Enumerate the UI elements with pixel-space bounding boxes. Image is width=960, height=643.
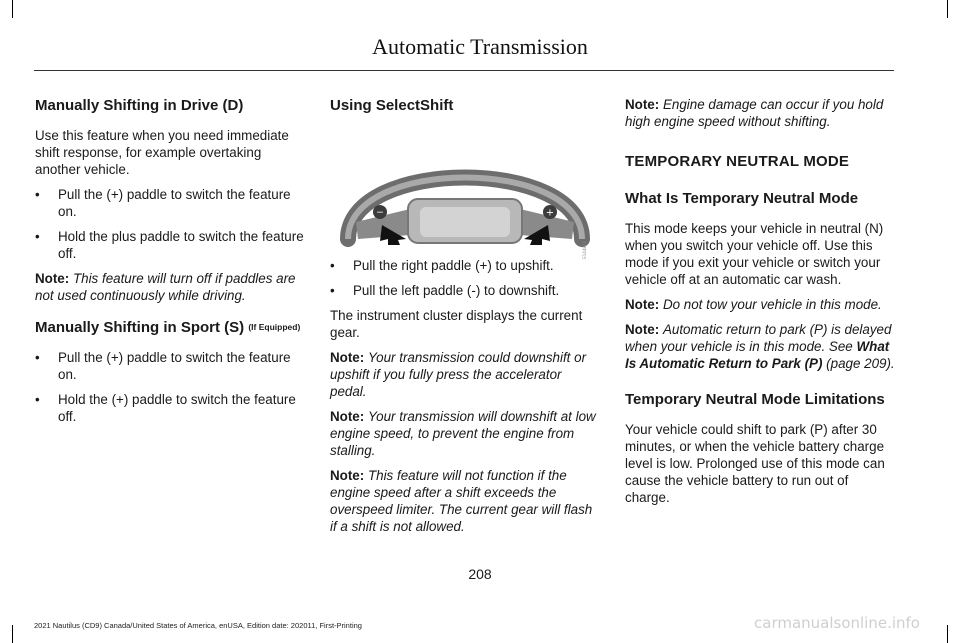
paragraph-cluster: The instrument cluster displays the current gear.	[330, 308, 583, 340]
column-3	[625, 96, 895, 514]
watermark: carmanualsonline.info	[754, 614, 920, 632]
minus-symbol-icon: −	[376, 208, 384, 218]
column-2	[330, 96, 600, 543]
list-item: • Hold the (+) paddle to switch the feature off.	[35, 392, 296, 424]
list-selectshift	[330, 257, 600, 299]
note: Note: This feature will not function if the engine speed after a shift exceeds the overspeed limiter. The current gear will flash if a shift is not allowed.	[330, 468, 593, 534]
crop-mark-top-left	[12, 0, 13, 18]
crop-mark-bottom-left	[12, 625, 13, 643]
list-sport	[35, 349, 305, 425]
list-drive	[35, 186, 305, 262]
heading-neutral-limitations: Temporary Neutral Mode Limitations	[625, 391, 885, 408]
paragraph-limitations: Your vehicle could shift to park (P) after 30 minutes, or when the vehicle battery charge level is low. Prolonged use of this mode can cause the vehicle battery to run out of charge.	[625, 422, 885, 505]
note: Note: Your transmission will downshift at low engine speed, to prevent the engine from stalling.	[330, 409, 596, 458]
heading-manual-sport: Manually Shifting in Sport (S) $^{(If Equipped)}$	[35, 319, 301, 336]
bullet-icon: •	[35, 187, 40, 202]
list-item: • Pull the (+) paddle to switch the feature on.	[35, 350, 291, 382]
image-id-label: E144821	[582, 241, 587, 259]
edition-footer: 2021 Nautilus (CD9) Canada/United States of America, enUSA, Edition date: 202011, First-Printing	[34, 621, 362, 630]
column-1	[35, 96, 305, 433]
crop-mark-top-right	[947, 0, 948, 18]
heading-what-is-neutral: What Is Temporary Neutral Mode	[625, 190, 859, 207]
bullet-icon: •	[35, 350, 40, 365]
list-item: • Pull the (+) paddle to switch the feature on.	[35, 187, 291, 219]
header-rule	[34, 70, 894, 71]
steering-wheel-illustration	[340, 127, 590, 259]
list-item: • Pull the left paddle (-) to downshift.	[330, 283, 560, 298]
bullet-icon: •	[330, 258, 335, 273]
bullet-icon: •	[35, 392, 40, 407]
bullet-icon: •	[35, 229, 40, 244]
plus-symbol-icon: +	[545, 207, 555, 219]
bullet-icon: •	[330, 283, 335, 298]
note: Note: Engine damage can occur if you hold high engine speed without shifting.	[625, 97, 884, 129]
heading-manual-drive: Manually Shifting in Drive (D)	[35, 97, 244, 114]
paragraph-neutral: This mode keeps your vehicle in neutral (N) when you switch your vehicle off. Use this mode if you exit your vehicle or switch your vehicle off at an automatic car wash.	[625, 221, 884, 287]
heading-selectshift: Using SelectShift	[330, 97, 454, 114]
note: Note: Automatic return to park (P) is delayed when your vehicle is in this mode. See What Is Automatic Return to Park (P) (page 209).	[625, 322, 895, 371]
list-item: • Hold the plus paddle to switch the feature off.	[35, 229, 304, 261]
list-item: • Pull the right paddle (+) to upshift.	[330, 258, 554, 273]
cross-reference-link[interactable]: What Is Automatic Return to Park (P)	[625, 339, 890, 371]
page-number: 208	[468, 566, 492, 582]
paragraph-intro: Use this feature when you need immediate shift response, for example overtaking another vehicle.	[35, 128, 289, 177]
note: Note: Your transmission could downshift or upshift if you fully press the accelerator pedal.	[330, 350, 587, 399]
page-header: Automatic Transmission	[372, 34, 588, 59]
heading-temporary-neutral-mode: TEMPORARY NEUTRAL MODE	[625, 153, 850, 170]
note: Note: Do not tow your vehicle in this mode.	[625, 297, 882, 312]
wheel-hub-center	[420, 207, 510, 237]
crop-mark-bottom-right	[947, 625, 948, 643]
note: Note: This feature will turn off if paddles are not used continuously while driving.	[35, 271, 296, 303]
